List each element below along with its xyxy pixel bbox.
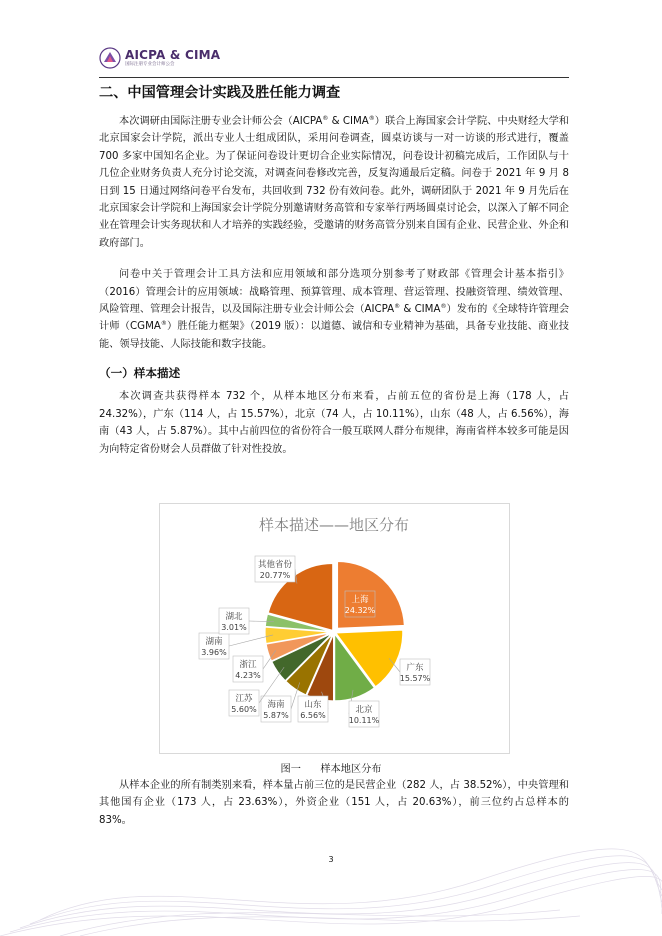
aicpa-cima-logo-icon: [99, 47, 121, 69]
data-label-value-8: 3.96%: [201, 648, 227, 657]
page-content: [99, 84, 569, 458]
paragraph-survey-method: 本次调研由国际注册专业会计师公会（AICPA® & CIMA®）联合上海国家会计学院、中央财经大学和北京国家会计学院，派出专业人士组成团队，采用问卷调查，圆桌访谈与一对一访谈的形式进行，覆盖 700 多家中国知名企业。为了保证问卷设计更切合企业实际情况，问卷设计初稿完成后，工作团队与十几位企业财务负责人充分讨论交流，对调查问卷修改完善，反复沟通最后定稿。问卷于 2021 年 9 月 8 日到 15 日通过网络问卷平台发布，共回收到 732 份有效问卷。此外，调研团队于 2021 年 9 月先后在北京国家会计学院和上海国家会计学院分别邀请财务高管和专家举行两场圆桌讨论会，以深入了解不同企业在管理会计实务现状和人才培养的实践经验，受邀请的财务高管分别来自国有企业、民营企业、外企和政府部门。: [99, 115, 569, 249]
data-label-name-7: 浙江: [239, 660, 257, 670]
paragraph-questionnaire-reference: 问卷中关于管理会计工具方法和应用领域和部分选项分别参考了财政部《管理会计基本指引》（2016）管理会计的应用领域：战略管理、预算管理、成本管理、营运管理、投融资管理、绩效管理、风险管理、管理会计报告，以及国际注册专业会计师公会（AICPA® & CIMA®）发布的《全球特许管理会计师（CGMA®）胜任能力框架》（2019 版）：以道德、诚信和专业精神为基础，具备专业技能、商业技能、领导技能、人际技能和数字技能。: [99, 269, 570, 350]
data-label-name-4: 山东: [304, 700, 322, 710]
data-label-value-6: 5.60%: [231, 705, 257, 714]
data-label-value-2: 15.57%: [399, 674, 431, 683]
data-label-value-7: 4.23%: [235, 671, 261, 680]
pie-slice-1: [337, 561, 404, 628]
data-label-value-4: 6.56%: [300, 711, 326, 720]
data-label-name-8: 湖南: [205, 637, 223, 647]
decorative-waves: [0, 820, 662, 936]
data-label-value-10: 20.77%: [259, 571, 291, 580]
data-label-name-1: 上海: [351, 595, 369, 605]
data-label-name-2: 广东: [406, 663, 424, 673]
header-rule: [99, 77, 569, 78]
logo-subtitle: 国际注册专业会计师公会: [125, 61, 175, 67]
data-label-value-5: 5.87%: [263, 711, 289, 720]
data-label-name-3: 北京: [355, 705, 373, 715]
paragraph-sample-description: 本次调查共获得样本 732 个，从样本地区分布来看，占前五位的省份是上海（178 人，占 24.32%），广东（114 人，占 15.57%），北京（74 人，占 10.11%），山东（48 人，占 6.56%），海南（43 人，占 5.87%）。其中占前四位的省份符合一般互联网人群分布规律，海南省样本较多可能是因为向特定省份财会人员群做了针对性投放。: [99, 391, 569, 455]
logo-brand: AICPA & CIMA: [125, 47, 221, 62]
data-label-name-5: 海南: [267, 700, 285, 710]
data-label-name-6: 江苏: [235, 694, 253, 704]
chart-title: 样本描述——地区分布: [258, 516, 410, 534]
page-number: 3: [328, 855, 334, 864]
data-label-name-9: 湖北: [225, 612, 243, 622]
region-pie-chart: [159, 503, 510, 754]
logo: [99, 47, 220, 69]
section-title: 二、中国管理会计实践及胜任能力调查: [99, 85, 341, 101]
data-label-value-3: 10.11%: [348, 716, 380, 725]
data-label-value-9: 3.01%: [221, 623, 247, 632]
pie-chart-canvas: [160, 504, 509, 753]
data-label-name-10: 其他省份: [257, 560, 293, 570]
paragraph-ownership: 从样本企业的所有制类别来看，样本量占前三位的是民营企业（282 人，占 38.52%），中央管理和其他国有企业（173 人，占 23.63%），外资企业（151 人，占 20.63%），前三位约占总样本的 83%。: [99, 780, 569, 826]
data-label-value-1: 24.32%: [344, 606, 376, 615]
subsection-title: （一）样本描述: [99, 366, 181, 381]
figure-caption: 图一 样本地区分布: [280, 764, 382, 775]
